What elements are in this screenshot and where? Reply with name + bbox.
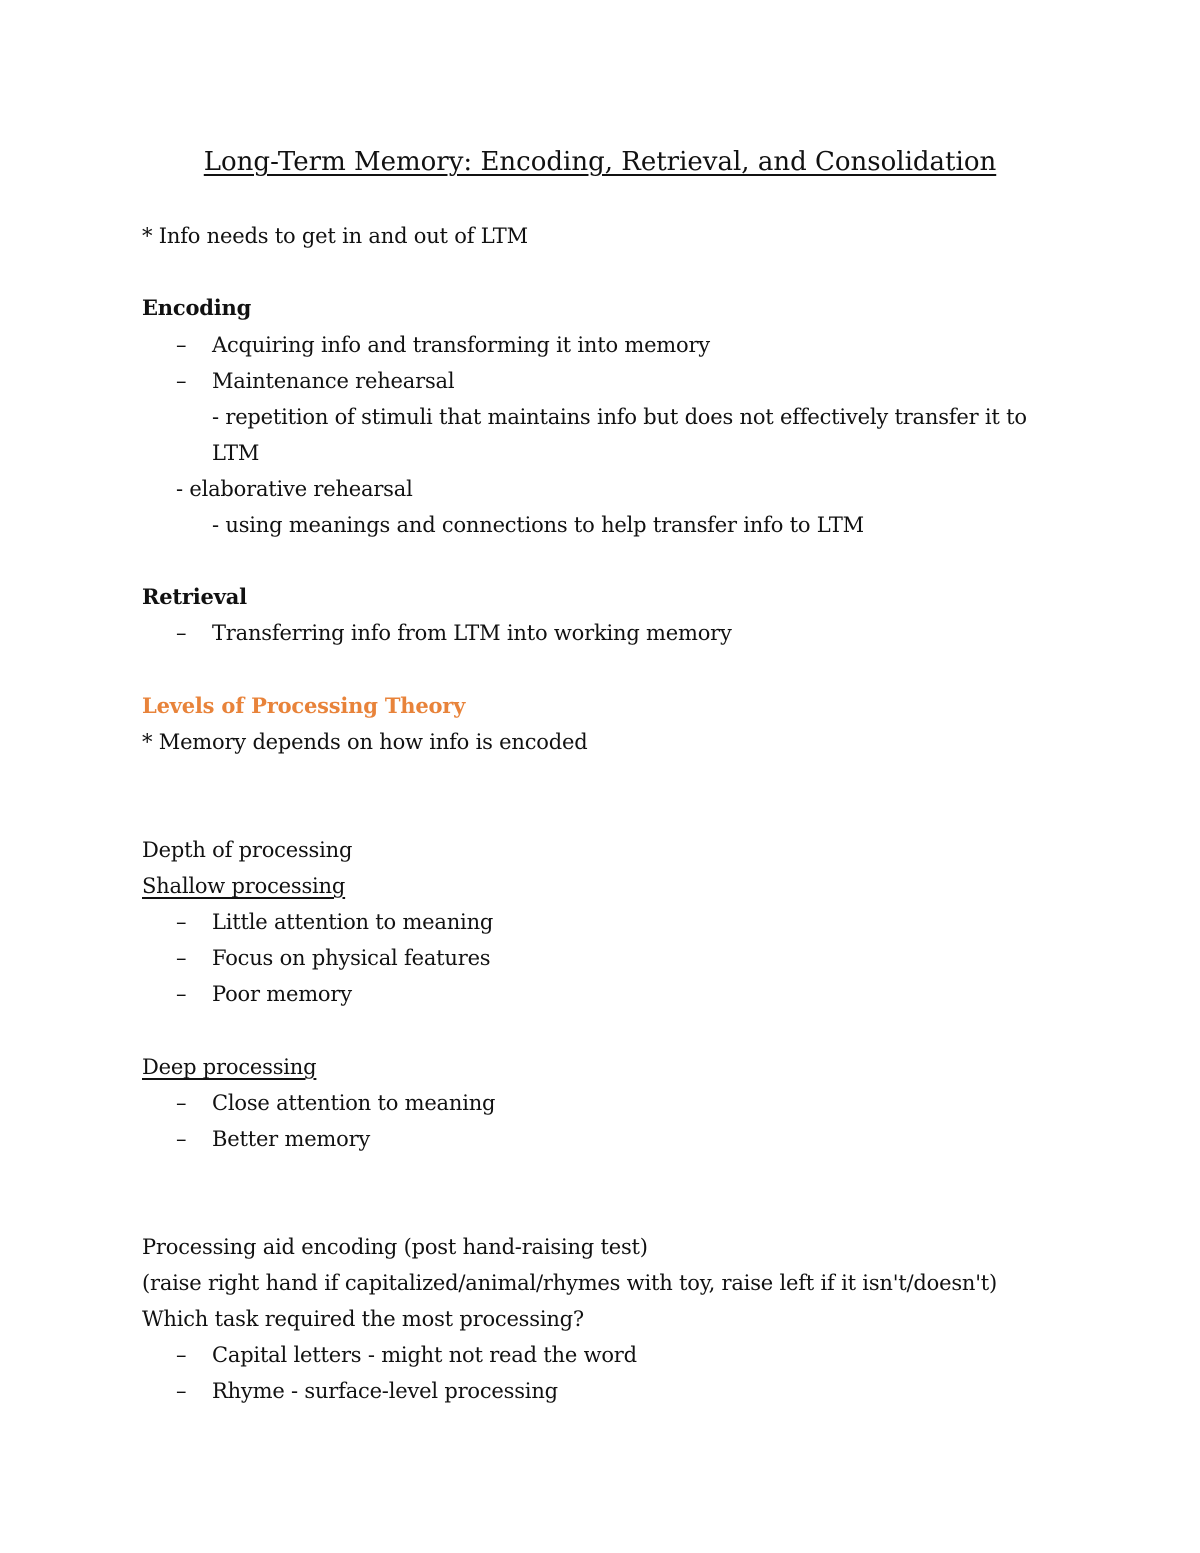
- depth-label: Depth of processing: [142, 838, 353, 862]
- sub-item-maintenance-line1: - repetition of stimuli that maintains info but does not effectively transfer it to: [212, 405, 1027, 429]
- deep-heading: Deep processing: [142, 1055, 317, 1079]
- shallow-heading: Shallow processing: [142, 874, 346, 898]
- bullet-dash: –: [176, 1343, 187, 1367]
- bullet-dash: –: [176, 982, 187, 1006]
- bullet-dash: –: [176, 621, 187, 645]
- sub-item-elaborative: - using meanings and connections to help transfer info to LTM: [212, 513, 864, 537]
- bullet-dash: –: [176, 910, 187, 934]
- test-line-3: Which task required the most processing?: [142, 1307, 584, 1331]
- bullet-dash: –: [176, 1379, 187, 1403]
- sub-item-maintenance-line2: LTM: [212, 441, 260, 465]
- list-item: Focus on physical features: [212, 946, 491, 970]
- list-item: Acquiring info and transforming it into memory: [212, 333, 710, 357]
- levels-heading: Levels of Processing Theory: [142, 693, 466, 718]
- list-item: Better memory: [212, 1127, 371, 1151]
- intro-note: * Info needs to get in and out of LTM: [142, 224, 528, 248]
- list-item: Maintenance rehearsal: [212, 369, 455, 393]
- levels-note: * Memory depends on how info is encoded: [142, 730, 588, 754]
- list-item: Poor memory: [212, 982, 352, 1006]
- test-line-1: Processing aid encoding (post hand-raising test): [142, 1235, 648, 1259]
- retrieval-heading: Retrieval: [142, 584, 247, 609]
- test-line-2: (raise right hand if capitalized/animal/rhymes with toy, raise left if it isn't/doesn't): [142, 1271, 998, 1295]
- elaborative-rehearsal-item: - elaborative rehearsal: [176, 477, 413, 501]
- bullet-dash: –: [176, 1127, 187, 1151]
- list-item: Rhyme - surface-level processing: [212, 1379, 558, 1403]
- encoding-heading: Encoding: [142, 295, 252, 320]
- bullet-dash: –: [176, 369, 187, 393]
- list-item: Little attention to meaning: [212, 910, 494, 934]
- list-item: Capital letters - might not read the word: [212, 1343, 637, 1367]
- bullet-dash: –: [176, 333, 187, 357]
- bullet-dash: –: [176, 946, 187, 970]
- bullet-dash: –: [176, 1091, 187, 1115]
- page-title: Long-Term Memory: Encoding, Retrieval, and Consolidation: [203, 147, 997, 177]
- list-item: Close attention to meaning: [212, 1091, 496, 1115]
- list-item: Transferring info from LTM into working memory: [212, 621, 732, 645]
